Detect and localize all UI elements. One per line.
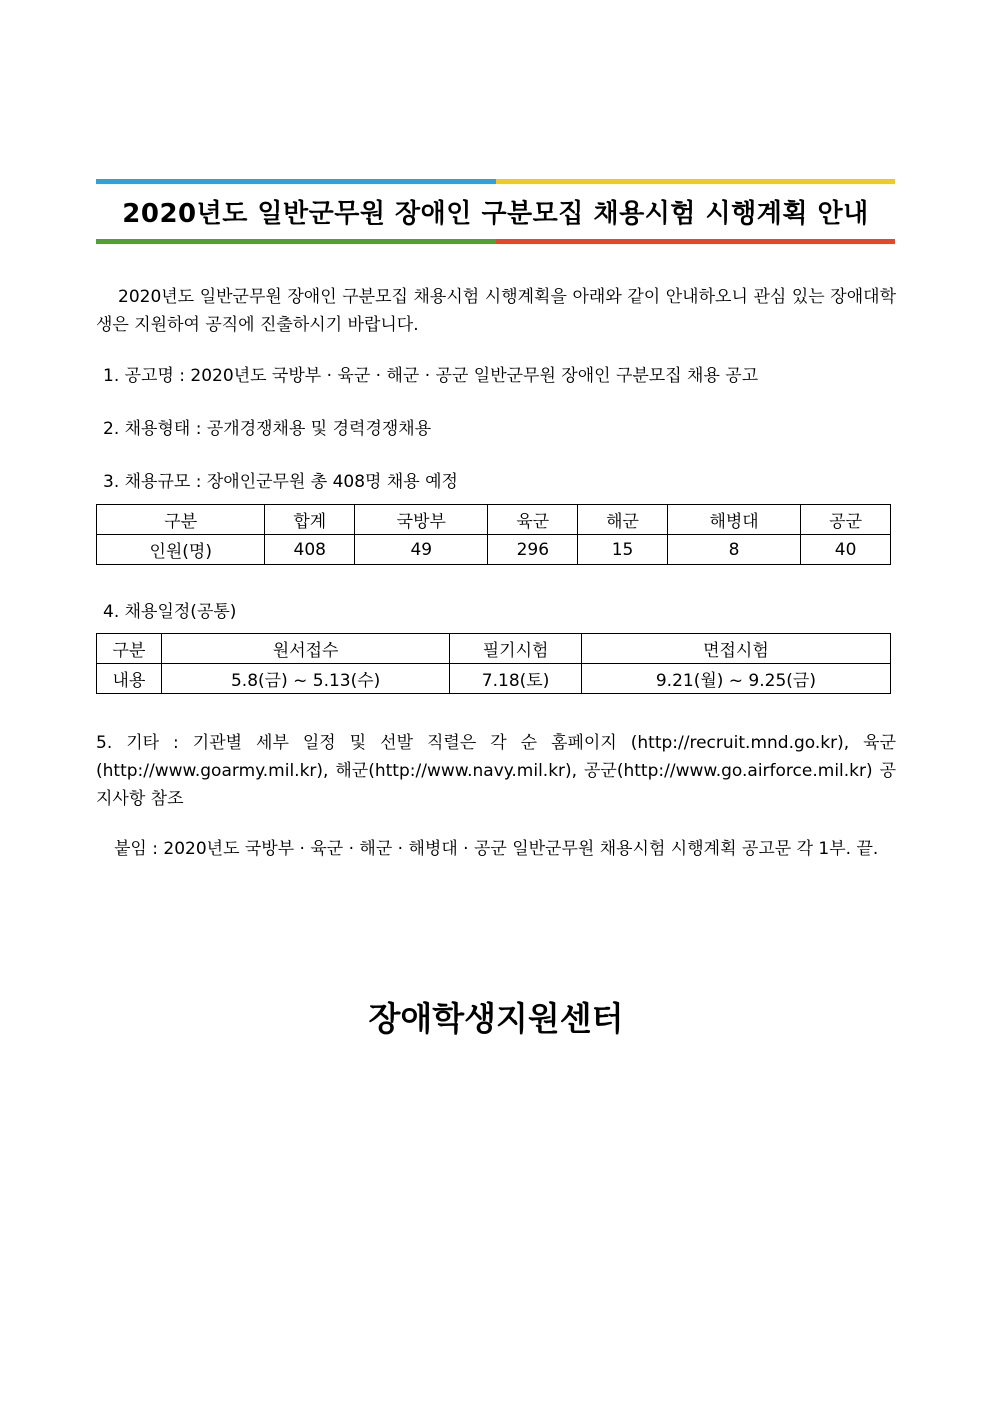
table-header-cell: 해병대 — [667, 505, 800, 535]
attachment-note: 붙임 : 2020년도 국방부 · 육군 · 해군 · 해병대 · 공군 일반군무원 채용시험 시행계획 공고문 각 1부. 끝. — [114, 839, 879, 859]
title-bar-red — [496, 239, 896, 244]
table-cell: 9.21(월) ~ 9.25(금) — [581, 664, 890, 694]
intro-paragraph: 2020년도 일반군무원 장애인 구분모집 채용시험 시행계획을 아래와 같이 안내하오니 관심 있는 장애대학생은 지원하여 공직에 진출하시기 바랍니다. — [96, 287, 896, 335]
table-header-cell: 육군 — [488, 505, 578, 535]
title-bar-blue — [96, 179, 496, 184]
scale-table — [96, 504, 891, 565]
table-cell: 인원(명) — [97, 535, 265, 565]
table-row — [97, 634, 891, 664]
item-announcement: 1. 공고명 : 2020년도 국방부 · 육군 · 해군 · 공군 일반군무원 장애인 구분모집 채용 공고 — [103, 366, 759, 386]
table-row — [97, 664, 891, 694]
title-bar-yellow — [496, 179, 896, 184]
table-cell: 49 — [355, 535, 488, 565]
item-etc: 5. 기타 : 기관별 세부 일정 및 선발 직렬은 각 순 홈페이지 (http://recruit.mnd.go.kr), 육군(http://www.goarmy.mil.kr), 해군(http://www.navy.mil.kr), 공군(http://www.go.airforce.mil.kr) 공지사항 참조 — [96, 733, 896, 809]
table-row — [97, 535, 891, 565]
table-cell: 5.8(금) ~ 5.13(수) — [161, 664, 449, 694]
table-header-cell: 원서접수 — [161, 634, 449, 664]
table-header-cell: 구분 — [97, 634, 162, 664]
page-title: 2020년도 일반군무원 장애인 구분모집 채용시험 시행계획 안내 — [122, 199, 869, 229]
table-header-cell: 합계 — [265, 505, 355, 535]
title-bar-green — [96, 239, 496, 244]
table-cell: 15 — [578, 535, 668, 565]
table-cell: 408 — [265, 535, 355, 565]
item-employment-type: 2. 채용형태 : 공개경쟁채용 및 경력경쟁채용 — [103, 419, 432, 439]
table-header-cell: 면접시험 — [581, 634, 890, 664]
table-header-cell: 해군 — [578, 505, 668, 535]
table-row — [97, 505, 891, 535]
footer-organization: 장애학생지원센터 — [368, 999, 624, 1038]
table-header-cell: 필기시험 — [450, 634, 582, 664]
table-cell: 내용 — [97, 664, 162, 694]
table-cell: 8 — [667, 535, 800, 565]
item-employment-scale: 3. 채용규모 : 장애인군무원 총 408명 채용 예정 — [103, 472, 458, 492]
schedule-table — [96, 633, 891, 694]
table-header-cell: 구분 — [97, 505, 265, 535]
table-header-cell: 국방부 — [355, 505, 488, 535]
title-banner — [96, 179, 895, 244]
table-header-cell: 공군 — [801, 505, 891, 535]
table-cell: 296 — [488, 535, 578, 565]
item-schedule: 4. 채용일정(공통) — [103, 602, 237, 622]
table-cell: 7.18(토) — [450, 664, 582, 694]
table-cell: 40 — [801, 535, 891, 565]
